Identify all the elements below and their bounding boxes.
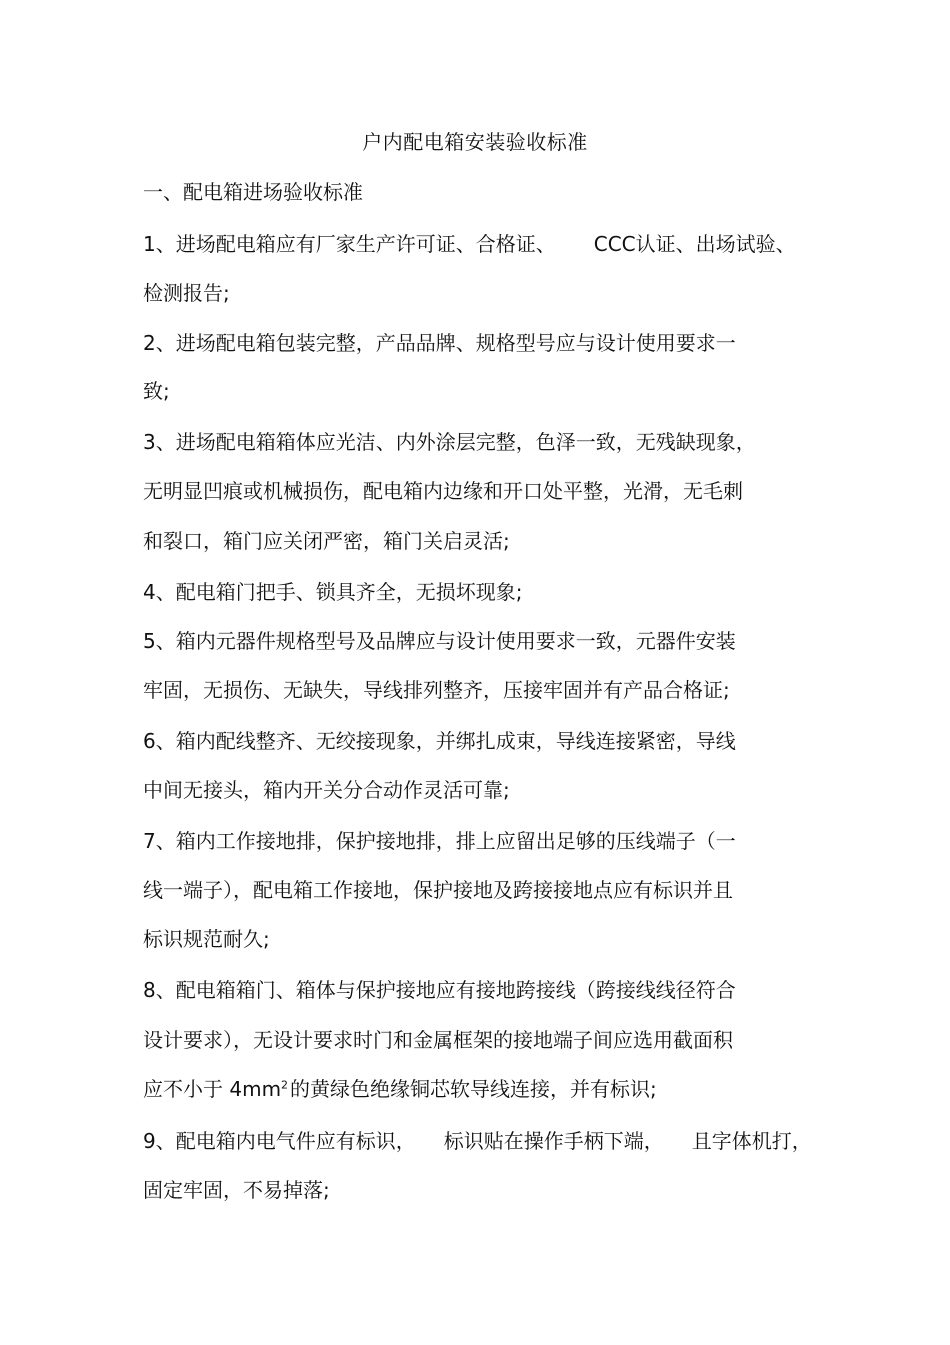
item-8-line-1: 8、配电箱箱门、箱体与保护接地应有接地跨接线（跨接线线径符合 (143, 978, 736, 1002)
item-4-line-1: 4、配电箱门把手、锁具齐全，无损坏现象; (143, 580, 523, 604)
item-8-line-3 (143, 1075, 657, 1103)
item-1-line-2: 检测报告; (143, 281, 230, 305)
item-9-line-2: 固定牢固，不易掉落; (143, 1178, 330, 1202)
line-text-cont: 标识贴在操作手柄下端， (443, 1129, 664, 1153)
line-text: 1、进场配电箱应有厂家生产许可证、合格证、 (143, 232, 556, 256)
item-5-line-2: 牢固，无损伤、无缺失，导线排列整齐，压接牢固并有产品合格证; (143, 678, 730, 702)
line-text: 9、配电箱内电气件应有标识， (143, 1129, 416, 1153)
superscript: 2 (281, 1078, 289, 1092)
item-1-line-1 (143, 230, 796, 258)
item-7-line-3: 标识规范耐久; (143, 927, 270, 951)
item-9-line-1 (143, 1127, 812, 1155)
item-6-line-2: 中间无接头，箱内开关分合动作灵活可靠; (143, 778, 510, 802)
line-text-cont: CCC认证、出场试验、 (593, 232, 796, 256)
item-6-line-1: 6、箱内配线整齐、无绞接现象，并绑扎成束，导线连接紧密，导线 (143, 729, 736, 753)
line-text-cont: 的黄绿色绝缘铜芯软导线连接，并有标识; (290, 1077, 657, 1101)
item-8-line-2: 设计要求），无设计要求时门和金属框架的接地端子间应选用截面积 (143, 1028, 733, 1052)
item-7-line-2: 线一端子），配电箱工作接地，保护接地及跨接接地点应有标识并且 (143, 878, 733, 902)
item-3-line-2: 无明显凹痕或机械损伤，配电箱内边缘和开口处平整，光滑，无毛刺 (143, 479, 743, 503)
item-2-line-1: 2、进场配电箱包装完整，产品品牌、规格型号应与设计使用要求一 (143, 331, 736, 355)
item-3-line-1: 3、进场配电箱箱体应光洁、内外涂层完整，色泽一致，无残缺现象， (143, 430, 756, 454)
line-text-cont-2: 且字体机打， (691, 1129, 812, 1153)
item-2-line-2: 致; (143, 379, 170, 403)
item-3-line-3: 和裂口，箱门应关闭严密，箱门关启灵活; (143, 529, 510, 553)
line-text: 应不小于 4mm (143, 1077, 282, 1101)
document-title: 户内配电箱安装验收标准 (362, 130, 588, 154)
item-5-line-1: 5、箱内元器件规格型号及品牌应与设计使用要求一致，元器件安装 (143, 629, 736, 653)
section-heading: 一、配电箱进场验收标准 (143, 180, 363, 204)
item-7-line-1: 7、箱内工作接地排，保护接地排，排上应留出足够的压线端子（一 (143, 829, 736, 853)
